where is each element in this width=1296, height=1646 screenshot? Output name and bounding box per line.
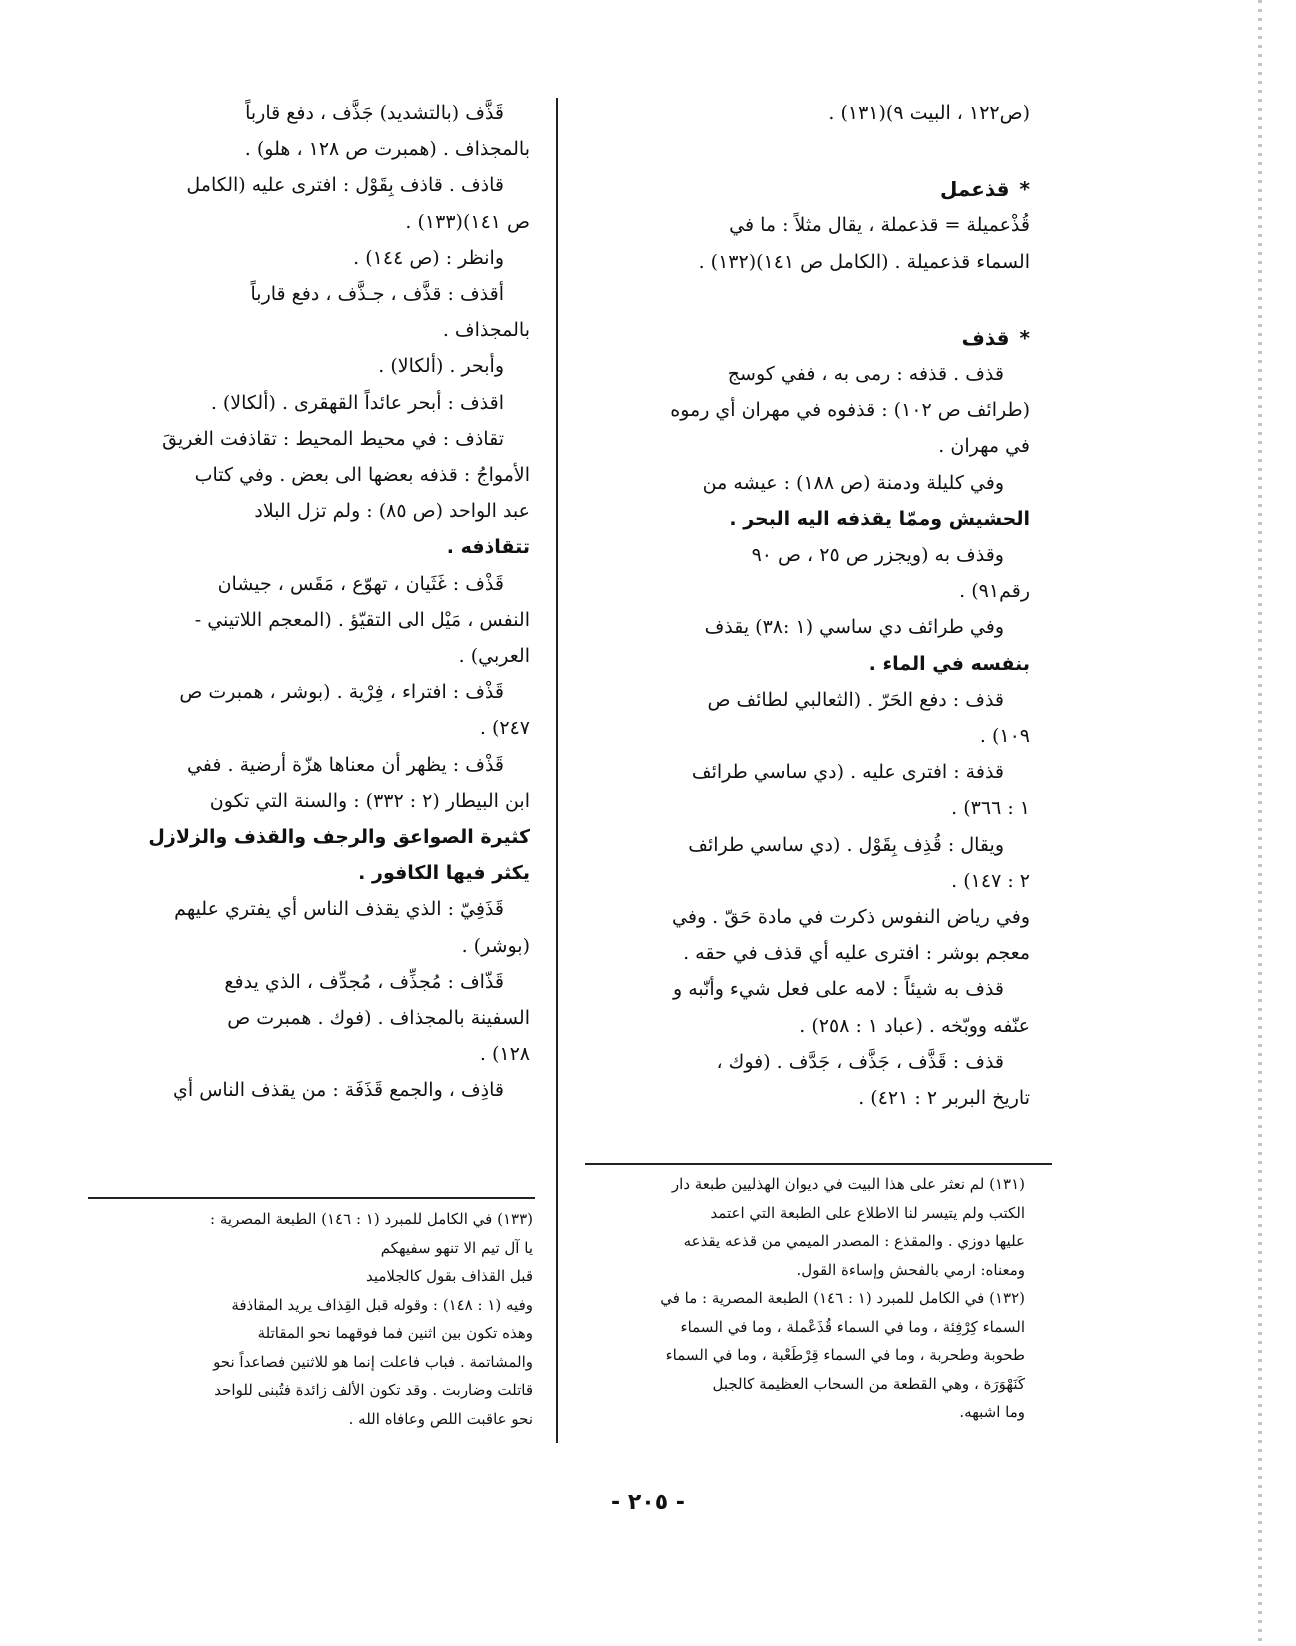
entry-heading xyxy=(590,320,1030,356)
text-line: قَذْف : يظهر أن معناها هزّة أرضية . ففي xyxy=(186,753,504,776)
footnote-line: قبل القذاف بقول كالجلاميد xyxy=(365,1267,533,1285)
text-line: قُذْعميلة = قذعملة ، يقال مثلاً : ما في xyxy=(729,214,1030,237)
text-line: تاريخ البربر ٢ : ٤٢١) . xyxy=(858,1087,1030,1110)
text-line: قذف : دفع الحَرّ . (الثعالبي لطائف ص xyxy=(707,688,1004,711)
footnote-line: وما اشبهه. xyxy=(959,1403,1025,1421)
text-line: قذفة : افترى عليه . (دي ساسي طرائف xyxy=(691,761,1004,784)
text-line: بالمجذاف . xyxy=(442,319,530,342)
footnote-line: يا آل تيم الا تنهو سفيهكم xyxy=(380,1238,533,1257)
left-column xyxy=(85,95,530,1109)
entry-heading-word: قذف xyxy=(961,325,1010,350)
text-line: السفينة بالمجذاف . (فوك . همبرت ص xyxy=(227,1007,530,1030)
text-line: قَذْف : افتراء ، فِرْية . (بوشر ، همبرت ص xyxy=(179,681,504,704)
footnote-line: قاتلت وضاربت . وقد تكون الألف زائدة فتُبنى للواحد xyxy=(214,1381,533,1399)
text-line: رقم٩١) . xyxy=(959,580,1030,603)
text-line: تقاذف : في محيط المحيط : تقاذفت الغريقَ xyxy=(162,427,504,450)
page-number: - ٢٠٥ - xyxy=(611,1490,685,1515)
footnote-line: نحو عاقبت اللص وعافاه الله . xyxy=(348,1409,533,1428)
text-line: بالمجذاف . (همبرت ص ١٢٨ ، هلو) . xyxy=(244,138,530,161)
footnote-line: (١٣١) لم نعثر على هذا البيت في ديوان الهذليين طبعة دار xyxy=(671,1175,1025,1193)
asterisk-icon: * xyxy=(1019,325,1030,350)
text-line: قَذَفِيّ : الذي يقذف الناس أي يفتري عليهم xyxy=(174,898,504,921)
footnote-rule-left xyxy=(88,1197,535,1199)
text-line: قاذف . قاذف بِقَوْل : افترى عليه (الكامل xyxy=(186,174,504,197)
text-line: بنفسه في الماء . xyxy=(868,652,1030,675)
binding-edge xyxy=(1258,0,1262,1646)
text-line: قاذِف ، والجمع قَذَفَة : من يقذف الناس أي xyxy=(173,1079,504,1102)
text-line: ٢ : ١٤٧) . xyxy=(951,869,1030,892)
text-line: (بوشر) . xyxy=(461,934,530,957)
footnote-line: طحوبة وطحربة ، وما في السماء قِرْطَعْبة ، وما في السماء xyxy=(665,1346,1025,1364)
footnote-line: السماء كِرْفِئة ، وما في السماء قُذَعْملة ، وما في السماء xyxy=(680,1317,1025,1336)
text-line: عبد الواحد (ص ٨٥) : ولم تزل البلاد xyxy=(254,500,530,523)
text-line: يكثر فيها الكافور . xyxy=(358,862,530,885)
text-line: كثيرة الصواعق والرجف والقذف والزلازل xyxy=(148,826,530,849)
text-line: عنّفه ووبّخه . (عباد ١ : ٢٥٨) . xyxy=(799,1014,1030,1037)
text-line: ١ : ٣٦٦) . xyxy=(951,797,1030,820)
text-line: ابن البيطار (٢ : ٣٣٢) : والسنة التي تكون xyxy=(209,789,530,812)
text-line: في مهران . xyxy=(938,435,1030,458)
text-line: وانظر : (ص ١٤٤) . xyxy=(353,246,504,269)
text-line: اقذف : أبحر عائداً القهقرى . (ألكالا) . xyxy=(210,391,504,414)
text-line: (ص١٢٢ ، البيت ٩)(١٣١) . xyxy=(828,102,1030,124)
text-line: وقذف به (ويجزر ص ٢٥ ، ص ٩٠ xyxy=(751,544,1004,567)
text-line: ويقال : قُذِف بِقَوْل . (دي ساسي طرائف xyxy=(688,833,1004,856)
text-line: قَذَّف (بالتشديد) جَذَّف ، دفع قارباً xyxy=(245,102,504,124)
text-line: العربي) . xyxy=(458,645,530,668)
footnote-rule-right xyxy=(585,1163,1052,1165)
footnote-line: عليها دوزي . والمقذع : المصدر الميمي من قذعه يقذعه xyxy=(683,1232,1025,1250)
footnote-line: ومعناه: ارمي بالفحش وإساءة القول. xyxy=(796,1260,1025,1279)
text-line: النفس ، مَيْل الى التقيّؤ . (المعجم اللاتيني - xyxy=(194,608,530,631)
text-line: ١٢٨) . xyxy=(479,1043,530,1066)
text-line: السماء قذعميلة . (الكامل ص ١٤١)(١٣٢) . xyxy=(698,250,1030,273)
footnote-line: وفيه (١ : ١٤٨) : وقوله قبل القِذاف يريد المقاذفة xyxy=(231,1295,533,1314)
column-divider xyxy=(556,98,558,1443)
right-column xyxy=(590,95,1030,1116)
text-line: ص ١٤١)(١٣٣) . xyxy=(405,210,530,233)
text-line: قَذّاف : مُجذِّف ، مُجدِّف ، الذي يدفع xyxy=(224,970,504,993)
footnotes-left xyxy=(88,1205,533,1433)
text-line: قذف به شيئاً : لامه على فعل شيء وأنّبه و xyxy=(673,978,1004,1001)
text-line: معجم بوشر : افترى عليه أي قذف في حقه . xyxy=(683,942,1030,965)
text-line: وفي كليلة ودمنة (ص ١٨٨) : عيشه من xyxy=(702,471,1004,494)
footnote-line: كَنَهْوَرَة ، وهي القطعة من السحاب العظيمة كالجبل xyxy=(712,1374,1025,1393)
text-line: قَذْف : غَثَيان ، تهوّع ، مَقَس ، جيشان xyxy=(217,572,504,595)
entry-heading xyxy=(590,171,1030,207)
text-line: أقذف : قذَّف ، جـذَّف ، دفع قارباً xyxy=(250,283,504,306)
text-line: وفي طرائف دي ساسي (١ :٣٨) يقذف xyxy=(704,616,1004,639)
text-line: وفي رياض النفوس ذكرت في مادة حَقّ . وفي xyxy=(672,906,1030,929)
footnote-line: (١٣٢) في الكامل للمبرد (١ : ١٤٦) الطبعة المصرية : ما في xyxy=(660,1289,1025,1307)
text-line: ١٠٩) . xyxy=(979,725,1030,748)
text-line: الأمواجُ : قذفه بعضها الى بعض . وفي كتاب xyxy=(194,464,530,487)
text-line: قذف . قذفه : رمى به ، ففي كوسج xyxy=(727,363,1004,386)
asterisk-icon: * xyxy=(1019,177,1030,202)
text-line: وأبحر . (ألكالا) . xyxy=(378,355,504,378)
footnote-line: (١٣٣) في الكامل للمبرد (١ : ١٤٦) الطبعة المصرية : xyxy=(210,1210,533,1228)
text-line: (طرائف ص ١٠٢) : قذفوه في مهران أي رموه xyxy=(670,399,1030,422)
text-line: تتقاذفه . xyxy=(446,536,530,559)
footnotes-right xyxy=(570,1170,1025,1427)
text-line: قذف : قَذَّف ، جَذَّف ، جَدَّف . (فوك ، xyxy=(716,1050,1004,1073)
text-line: الحشيش وممّا يقذفه اليه البحر . xyxy=(729,507,1030,530)
footnote-line: الكتب ولم يتيسر لنا الاطلاع على الطبعة التي اعتمد xyxy=(710,1203,1025,1222)
footnote-line: والمشاتمة . فباب فاعلت إنما هو للاثنين فصاعداً نحو xyxy=(213,1352,533,1371)
text-line: ٢٤٧) . xyxy=(479,717,530,740)
footnote-line: وهذه تكون بين اثنين فما فوقهما نحو المقاتلة xyxy=(257,1324,533,1342)
entry-heading-word: قذعمل xyxy=(939,177,1010,202)
